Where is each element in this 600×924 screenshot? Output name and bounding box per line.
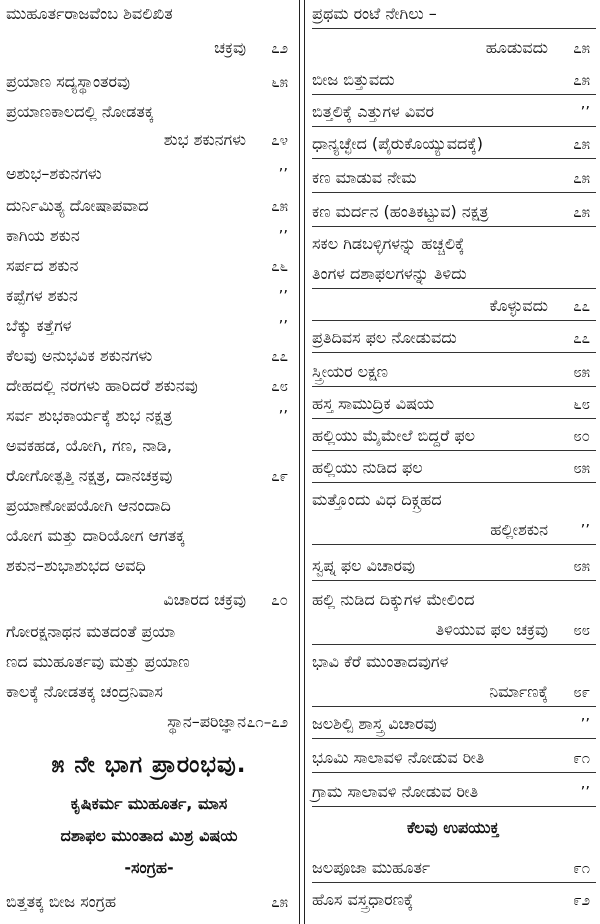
index-entry: ಭಾವಿ ಕೆರೆ ಮುಂತಾದವುಗಳ xyxy=(312,652,449,671)
index-entry: ಹಲ್ಲಿ ನುಡಿದ ದಿಕ್ಕುಗಳ ಮೇಲಿಂದ xyxy=(312,590,475,609)
index-entry: ರೋಗೋತ್ಪತ್ತಿ ನಕ್ಷತ್ರ, ದಾನಚಕ್ರವು ೭೯ xyxy=(6,466,288,485)
index-entry: ಕಾಗಿಯ ಶಕುನ ’’ xyxy=(6,226,288,245)
index-entry: ಅಶುಭ–ಶಕುನಗಳು ’’ xyxy=(6,164,288,183)
index-entry: ಹಲ್ಲಿಯು ನುಡಿದ ಫಲ ೮೫ xyxy=(312,454,596,483)
index-entry: ಪ್ರತಿದಿವಸ ಫಲ ನೋಡುವದು ೭೭ xyxy=(312,324,596,353)
index-entry: ಗೋರಕ್ಷನಾಥನ ಮತದಂತೆ ಪ್ರಯಾ xyxy=(6,622,176,641)
index-entry: ಬೆಕ್ಕು ಕತ್ತೆಗಳ ’’ xyxy=(6,316,288,335)
index-entry: ಜಲಪೂಜಾ ಮುಹೂರ್ತ ೯೧ xyxy=(312,854,596,883)
index-entry: ವಿಚಾರದ ಚಕ್ರವು ೭೦ xyxy=(163,590,288,609)
index-entry: ಜಲಶಿಲ್ಪಿ ಶಾಸ್ತ್ರ ವಿಚಾರವು ’’ xyxy=(312,710,596,739)
index-entry: ತಿಂಗಳ ದಶಾಫಲಗಳನ್ನು ತಿಳಿದು xyxy=(312,260,596,289)
index-entry: ಪ್ರಯಾಣೋಪಯೋಗಿ ಆನಂದಾದಿ xyxy=(6,496,171,515)
index-entry: ಕೆಲವು ಅನುಭವಿಕ ಶಕುನಗಳು ೭೭ xyxy=(6,346,288,365)
index-entry: ಕಾಲಕ್ಕೆ ನೋಡತಕ್ಕ ಚಂದ್ರನಿವಾಸ xyxy=(6,682,163,701)
index-entry: ಸ್ಥಾನ–ಪರಿಜ್ಞಾನ ೭೧–೭೨ xyxy=(167,712,288,731)
index-entry: ಕೊಳ್ಳುವದು ೭೭ xyxy=(312,292,596,321)
index-entry: ಹಲ್ಲಿಯು ಮೈಮೇಲೆ ಬಿದ್ದರೆ ಫಲ ೮೦ xyxy=(312,422,596,451)
index-entry: ನಿರ್ಮಾಣಕ್ಕೆ ೮೯ xyxy=(312,678,596,707)
index-entry: ಹಲ್ಲೀಶಕುನ ’’ xyxy=(312,516,596,545)
index-entry: ಕಪ್ಪೆಗಳ ಶಕುನ ’’ xyxy=(6,286,288,305)
section-heading-line: -ಸಂಗ್ರಹ- xyxy=(124,858,174,877)
section-heading-line: ಕೃಷಿಕರ್ಮ ಮುಹೂರ್ತ, ಮಾಸ xyxy=(70,794,228,813)
index-entry: ಬಿತ್ತತಕ್ಕ ಬೀಜ ಸಂಗ್ರಹ ೭೫ xyxy=(6,892,288,911)
index-entry: ಬೀಜ ಬಿತ್ತುವದು ೭೫ xyxy=(312,66,596,95)
index-entry: ಅವಕಹಡ, ಯೋಗಿ, ಗಣ, ನಾಡಿ, xyxy=(6,436,172,455)
index-entry: ಪ್ರಯಾಣಕಾಲದಲ್ಲಿ ನೋಡತಕ್ಕ xyxy=(6,102,154,121)
index-entry: ಪ್ರಯಾಣ ಸದ್ಯಸ್ಥಾಂತರವು ೬೫ xyxy=(6,72,288,91)
index-entry: ದುರ್ನಿಮಿತ್ಯ ದೋಷಾಪವಾದ ೭೫ xyxy=(6,196,288,215)
subsection-heading: ಕೆಲವು ಉಪಯುಕ್ತ xyxy=(406,818,500,837)
index-entry: ಕಣ ಮಾಡುವ ನೇಮ ೭೫ xyxy=(312,164,596,193)
right-column xyxy=(306,0,600,924)
index-entry: ಸಕಲ ಗಿಡಬಳ್ಳಿಗಳನ್ನು ಹಚ್ಚಲಿಕ್ಕೆ xyxy=(312,234,465,253)
index-entry: ಸರ್ವ ಶುಭಕಾರ್ಯಕ್ಕೆ ಶುಭ ನಕ್ಷತ್ರ ’’ xyxy=(6,406,288,425)
index-entry: ಕಣ ಮರ್ದನ (ಹಂತಿಕಟ್ಟುವ) ನಕ್ಷತ್ರ ೭೫ xyxy=(312,198,596,227)
section-heading-line: ದಶಾಫಲ ಮುಂತಾದ ಮಿಶ್ರ ವಿಷಯ xyxy=(60,826,238,845)
index-entry: ಯೋಗ ಮತ್ತು ದಾರಿಯೋಗ ಆಗತಕ್ಕ xyxy=(6,526,185,545)
index-entry: ಹೂಡುವದು ೭೫ xyxy=(485,38,590,57)
index-entry: ತಿಳಿಯುವ ಫಲ ಚಕ್ರವು ೮೮ xyxy=(312,616,596,645)
index-entry: ಹಸ್ತ ಸಾಮುದ್ರಿಕ ವಿಷಯ ೬೮ xyxy=(312,390,596,419)
index-entry: ಣದ ಮುಹೂರ್ತವು ಮತ್ತು ಪ್ರಯಾಣ xyxy=(6,652,190,671)
index-entry: ಶಕುನ–ಶುಭಾಶುಭದ ಅವಧಿ xyxy=(6,556,146,575)
index-entry: ಮುಹೂರ್ತರಾಜವೆಂಬ ಶಿವಲಿಖಿತ xyxy=(6,4,173,23)
index-entry: ಸ್ತ್ರೀಯರ ಲಕ್ಷಣ ೮೫ xyxy=(312,358,596,387)
index-entry: ಸರ್ಪದ ಶಕುನ ೭೬ xyxy=(6,256,288,275)
left-column xyxy=(0,0,298,924)
column-divider xyxy=(299,0,305,924)
index-entry: ಪ್ರಥಮ ರಂಟೆ ನೇಗಿಲು – xyxy=(312,0,596,29)
index-entry: ಭೂಮಿ ಸಾಲಾವಳಿ ನೋಡುವ ರೀತಿ ೯೧ xyxy=(312,744,596,773)
index-entry: ಗ್ರಾಮ ಸಾಲಾವಳಿ ನೋಡುವ ರೀತಿ ’’ xyxy=(312,778,596,807)
part-heading: ೫ ನೇ ಭಾಗ ಪ್ರಾರಂಭವು. xyxy=(51,752,247,778)
index-entry: ಚಕ್ರವು ೭೨ xyxy=(214,38,288,57)
index-entry: ಸ್ವಪ್ನ ಫಲ ವಿಚಾರವು ೮೫ xyxy=(312,552,596,581)
index-entry: ಮತ್ತೊಂದು ವಿಧ ದಿಕ್ಗ್ರಹದ xyxy=(312,490,442,509)
index-entry: ಬಿತ್ತಲಿಕ್ಕೆ ಎತ್ತುಗಳ ವಿವರ ’’ xyxy=(312,98,596,127)
index-entry: ದೇಹದಲ್ಲಿ ನರಗಳು ಹಾರಿದರೆ ಶಕುನವು ೭೮ xyxy=(6,376,288,395)
index-entry: ಹೊಸ ವಸ್ತ್ರಧಾರಣಕ್ಕೆ ೯೨ xyxy=(312,890,590,909)
index-entry: ಶುಭ ಶಕುನಗಳು ೭೪ xyxy=(163,130,288,149)
index-entry: ಧಾನ್ಯಚ್ಛೇದ (ಪೈರುಕೊಯ್ಯುವದಕ್ಕೆ) ೭೫ xyxy=(312,130,596,159)
